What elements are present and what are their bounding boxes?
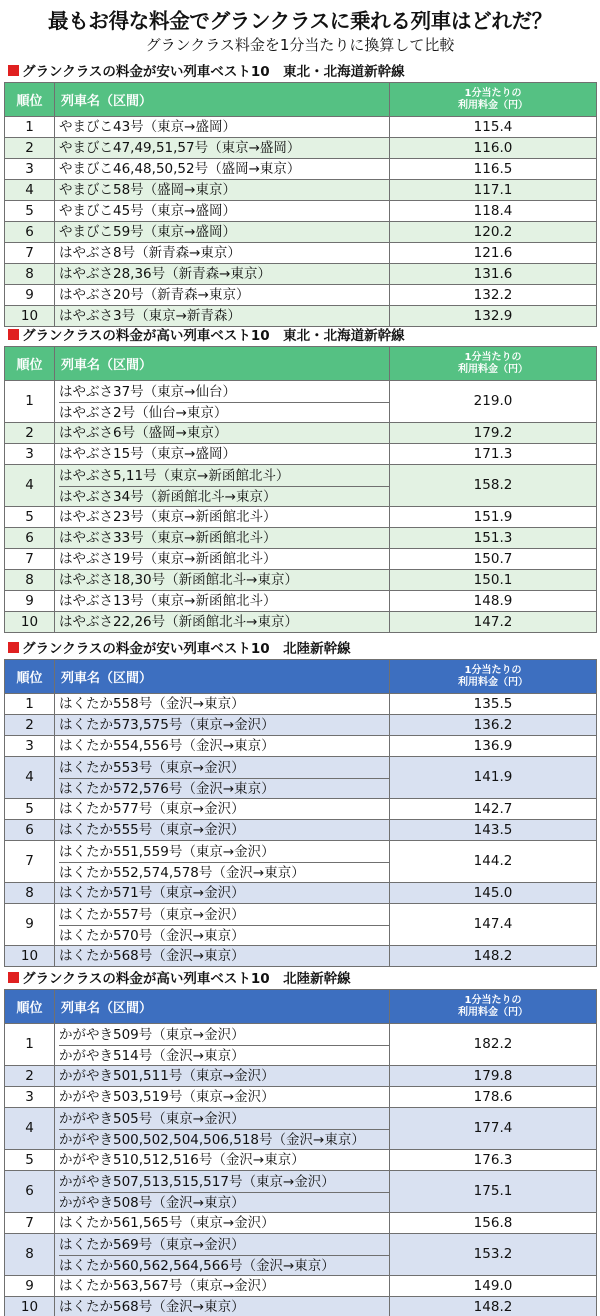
rank-cell: 7: [5, 243, 55, 264]
train-name: はくたか572,576号（金沢→東京）: [59, 778, 390, 798]
section-heading: [0, 58, 600, 82]
train-name-cell: [55, 736, 390, 757]
train-name-cell: [55, 507, 390, 528]
train-name-cell: [55, 1297, 390, 1316]
column-header-rank: 順位: [5, 990, 55, 1024]
section-cheapest-tohoku: [0, 58, 600, 327]
rank-cell: 2: [5, 138, 55, 159]
table-header-row: [5, 347, 597, 381]
table-row: [5, 1234, 597, 1276]
table-row: [5, 528, 597, 549]
train-name: やまびこ45号（東京→盛岡）: [59, 203, 236, 219]
column-header-name: 列車名（区間）: [55, 83, 390, 117]
fare-cell: 158.2: [390, 465, 597, 507]
train-name-cell: [55, 1024, 390, 1066]
rank-cell: 6: [5, 820, 55, 841]
section-priciest-tohoku: [0, 322, 600, 633]
table-body: [5, 381, 597, 633]
train-name: はくたか573,575号（東京→金沢）: [59, 717, 275, 733]
section-title: グランクラスの料金が高い列車ベスト10 北陸新幹線: [22, 971, 351, 987]
fare-cell: 179.8: [390, 1066, 597, 1087]
column-header-name: 列車名（区間）: [55, 990, 390, 1024]
train-name-cell: [55, 799, 390, 820]
rank-cell: 1: [5, 381, 55, 423]
rank-cell: 3: [5, 159, 55, 180]
train-name-cell: [55, 465, 390, 507]
train-name: はやぶさ23号（東京→新函館北斗）: [59, 509, 277, 525]
train-name: はくたか551,559号（東京→金沢）: [59, 843, 275, 860]
fare-cell: 142.7: [390, 799, 597, 820]
table-row: [5, 549, 597, 570]
table-row: [5, 570, 597, 591]
column-header-fare: [390, 990, 597, 1024]
rank-cell: 8: [5, 1234, 55, 1276]
rank-cell: 4: [5, 465, 55, 507]
table-row: [5, 904, 597, 946]
section-heading: [0, 635, 600, 659]
train-name: はやぶさ8号（新青森→東京）: [59, 245, 241, 261]
rank-cell: 4: [5, 180, 55, 201]
train-name: はやぶさ34号（新函館北斗→東京）: [59, 486, 390, 506]
table-row: [5, 612, 597, 633]
column-header-fare: [390, 660, 597, 694]
fare-cell: 178.6: [390, 1087, 597, 1108]
table-row: [5, 201, 597, 222]
fare-header-line1: 1分当たりの: [464, 87, 522, 99]
train-name-cell: [55, 222, 390, 243]
fare-cell: 120.2: [390, 222, 597, 243]
rank-cell: 2: [5, 715, 55, 736]
train-name: はくたか570号（金沢→東京）: [59, 925, 390, 945]
table-row: [5, 1108, 597, 1150]
fare-header-line1: 1分当たりの: [464, 351, 522, 363]
table-row: [5, 841, 597, 883]
train-name: やまびこ46,48,50,52号（盛岡→東京）: [59, 161, 301, 177]
train-name-cell: [55, 117, 390, 138]
train-name-cell: [55, 264, 390, 285]
fare-cell: 219.0: [390, 381, 597, 423]
rank-cell: 2: [5, 423, 55, 444]
rank-cell: 7: [5, 841, 55, 883]
fare-cell: 171.3: [390, 444, 597, 465]
table-row: [5, 264, 597, 285]
fare-cell: 147.2: [390, 612, 597, 633]
fare-cell: 136.9: [390, 736, 597, 757]
table-row: [5, 465, 597, 507]
page-subtitle: グランクラス料金を1分当たりに換算して比較: [145, 36, 455, 54]
train-name: かがやき510,512,516号（金沢→東京）: [59, 1152, 305, 1168]
fare-cell: 135.5: [390, 694, 597, 715]
table-row: [5, 820, 597, 841]
column-header-name: 列車名（区間）: [55, 347, 390, 381]
train-name: はくたか554,556号（金沢→東京）: [59, 738, 275, 754]
train-name: はやぶさ3号（東京→新青森）: [59, 308, 241, 324]
table-row: [5, 736, 597, 757]
table-row: [5, 117, 597, 138]
table-row: [5, 222, 597, 243]
table-row: [5, 1087, 597, 1108]
train-name: はくたか553号（東京→金沢）: [59, 759, 245, 776]
table-row: [5, 138, 597, 159]
red-square-icon: [8, 329, 19, 340]
fare-cell: 141.9: [390, 757, 597, 799]
fare-cell: 175.1: [390, 1171, 597, 1213]
train-name-cell: [55, 591, 390, 612]
fare-cell: 176.3: [390, 1150, 597, 1171]
train-name: はやぶさ2号（仙台→東京）: [59, 402, 390, 422]
fare-cell: 116.0: [390, 138, 597, 159]
train-name: はやぶさ37号（東京→仙台）: [59, 383, 236, 400]
table-row: [5, 1150, 597, 1171]
train-name: はくたか568号（金沢→東京）: [59, 1299, 245, 1315]
fare-cell: 151.3: [390, 528, 597, 549]
train-name: はくたか571号（東京→金沢）: [59, 885, 245, 901]
train-name: やまびこ58号（盛岡→東京）: [59, 182, 236, 198]
table-row: [5, 285, 597, 306]
rank-cell: 10: [5, 1297, 55, 1316]
red-square-icon: [8, 65, 19, 76]
table-row: [5, 946, 597, 967]
train-name-cell: [55, 1276, 390, 1297]
page-title: 最もお得な料金でグランクラスに乗れる列車はどれだ？: [48, 9, 552, 33]
rank-cell: 4: [5, 1108, 55, 1150]
column-header-rank: 順位: [5, 83, 55, 117]
section-title: グランクラスの料金が安い列車ベスト10 北陸新幹線: [22, 641, 351, 657]
train-name-cell: [55, 381, 390, 423]
fare-cell: 150.7: [390, 549, 597, 570]
rank-cell: 9: [5, 591, 55, 612]
table-body: [5, 694, 597, 967]
train-name: かがやき500,502,504,506,518号（金沢→東京）: [59, 1129, 390, 1149]
train-name-cell: [55, 1234, 390, 1276]
train-name-cell: [55, 1150, 390, 1171]
fare-cell: 115.4: [390, 117, 597, 138]
fare-cell: 132.2: [390, 285, 597, 306]
train-name-cell: [55, 757, 390, 799]
rank-cell: 5: [5, 799, 55, 820]
train-name-cell: [55, 423, 390, 444]
fare-cell: 136.2: [390, 715, 597, 736]
train-name: かがやき508号（金沢→東京）: [59, 1192, 390, 1212]
fare-cell: 149.0: [390, 1276, 597, 1297]
train-name-cell: [55, 883, 390, 904]
ranking-table: [4, 346, 597, 633]
train-name: はやぶさ6号（盛岡→東京）: [59, 425, 228, 441]
train-name: やまびこ43号（東京→盛岡）: [59, 119, 236, 135]
train-name-cell: [55, 946, 390, 967]
train-name-cell: [55, 715, 390, 736]
fare-cell: 143.5: [390, 820, 597, 841]
section-title: グランクラスの料金が安い列車ベスト10 東北・北海道新幹線: [22, 64, 405, 80]
table-row: [5, 1066, 597, 1087]
train-name-cell: [55, 201, 390, 222]
fare-cell: 117.1: [390, 180, 597, 201]
train-name-cell: [55, 159, 390, 180]
table-row: [5, 1213, 597, 1234]
rank-cell: 4: [5, 757, 55, 799]
rank-cell: 6: [5, 1171, 55, 1213]
train-name-cell: [55, 180, 390, 201]
train-name: かがやき507,513,515,517号（東京→金沢）: [59, 1173, 335, 1190]
fare-cell: 179.2: [390, 423, 597, 444]
train-name-cell: [55, 549, 390, 570]
rank-cell: 6: [5, 528, 55, 549]
train-name-cell: [55, 444, 390, 465]
train-name-cell: [55, 904, 390, 946]
train-name: はくたか557号（東京→金沢）: [59, 906, 245, 923]
train-name-cell: [55, 243, 390, 264]
table-row: [5, 423, 597, 444]
fare-header-line2: 利用料金（円）: [458, 1006, 528, 1018]
train-name: はくたか577号（東京→金沢）: [59, 801, 245, 817]
fare-cell: 145.0: [390, 883, 597, 904]
column-header-fare: [390, 83, 597, 117]
table-row: [5, 1171, 597, 1213]
rank-cell: 9: [5, 285, 55, 306]
fare-cell: 148.9: [390, 591, 597, 612]
column-header-fare: [390, 347, 597, 381]
train-name: はやぶさ33号（東京→新函館北斗）: [59, 530, 277, 546]
section-priciest-hokuriku: [0, 965, 600, 1316]
section-heading: [0, 322, 600, 346]
fare-cell: 116.5: [390, 159, 597, 180]
fare-cell: 153.2: [390, 1234, 597, 1276]
table-row: [5, 715, 597, 736]
train-name-cell: [55, 528, 390, 549]
table-row: [5, 1276, 597, 1297]
ranking-table: [4, 989, 597, 1316]
ranking-table: [4, 82, 597, 327]
train-name: はやぶさ20号（新青森→東京）: [59, 287, 250, 303]
train-name: はくたか563,567号（東京→金沢）: [59, 1278, 275, 1294]
rank-cell: 7: [5, 1213, 55, 1234]
train-name: かがやき505号（東京→金沢）: [59, 1110, 245, 1127]
table-row: [5, 381, 597, 423]
train-name: かがやき501,511号（東京→金沢）: [59, 1068, 275, 1084]
table-header-row: [5, 990, 597, 1024]
red-square-icon: [8, 642, 19, 653]
rank-cell: 6: [5, 222, 55, 243]
rank-cell: 1: [5, 694, 55, 715]
train-name: はくたか560,562,564,566号（金沢→東京）: [59, 1255, 390, 1275]
rank-cell: 9: [5, 904, 55, 946]
train-name-cell: [55, 841, 390, 883]
fare-cell: 148.2: [390, 946, 597, 967]
train-name: はくたか558号（金沢→東京）: [59, 696, 245, 712]
table-row: [5, 444, 597, 465]
table-row: [5, 591, 597, 612]
fare-cell: 121.6: [390, 243, 597, 264]
rank-cell: 7: [5, 549, 55, 570]
train-name-cell: [55, 1087, 390, 1108]
fare-cell: 148.2: [390, 1297, 597, 1316]
fare-cell: 177.4: [390, 1108, 597, 1150]
column-header-name: 列車名（区間）: [55, 660, 390, 694]
fare-header-line2: 利用料金（円）: [458, 99, 528, 111]
fare-cell: 156.8: [390, 1213, 597, 1234]
train-name: はやぶさ22,26号（新函館北斗→東京）: [59, 614, 298, 630]
rank-cell: 8: [5, 264, 55, 285]
train-name-cell: [55, 1108, 390, 1150]
rank-cell: 1: [5, 117, 55, 138]
train-name: かがやき514号（金沢→東京）: [59, 1045, 390, 1065]
train-name: はくたか568号（金沢→東京）: [59, 948, 245, 964]
fare-header-line1: 1分当たりの: [464, 994, 522, 1006]
column-header-rank: 順位: [5, 660, 55, 694]
column-header-rank: 順位: [5, 347, 55, 381]
table-row: [5, 243, 597, 264]
train-name: やまびこ47,49,51,57号（東京→盛岡）: [59, 140, 301, 156]
table-row: [5, 1297, 597, 1316]
train-name: はやぶさ28,36号（新青森→東京）: [59, 266, 271, 282]
table-header-row: [5, 83, 597, 117]
section-cheapest-hokuriku: [0, 635, 600, 967]
table-row: [5, 159, 597, 180]
train-name: はやぶさ5,11号（東京→新函館北斗）: [59, 467, 290, 484]
fare-cell: 147.4: [390, 904, 597, 946]
ranking-table: [4, 659, 597, 967]
fare-cell: 118.4: [390, 201, 597, 222]
table-row: [5, 757, 597, 799]
fare-header-line1: 1分当たりの: [464, 664, 522, 676]
train-name-cell: [55, 694, 390, 715]
train-name: はやぶさ18,30号（新函館北斗→東京）: [59, 572, 298, 588]
section-heading: [0, 965, 600, 989]
train-name-cell: [55, 285, 390, 306]
table-row: [5, 507, 597, 528]
fare-cell: 151.9: [390, 507, 597, 528]
table-row: [5, 799, 597, 820]
train-name: かがやき503,519号（東京→金沢）: [59, 1089, 275, 1105]
rank-cell: 3: [5, 736, 55, 757]
table-body: [5, 1024, 597, 1316]
table-row: [5, 694, 597, 715]
fare-header-line2: 利用料金（円）: [458, 676, 528, 688]
rank-cell: 3: [5, 1087, 55, 1108]
rank-cell: 5: [5, 507, 55, 528]
train-name: はくたか552,574,578号（金沢→東京）: [59, 862, 390, 882]
table-row: [5, 1024, 597, 1066]
rank-cell: 3: [5, 444, 55, 465]
rank-cell: 10: [5, 946, 55, 967]
train-name: はくたか561,565号（東京→金沢）: [59, 1215, 275, 1231]
table-row: [5, 883, 597, 904]
train-name-cell: [55, 820, 390, 841]
rank-cell: 5: [5, 201, 55, 222]
red-square-icon: [8, 972, 19, 983]
rank-cell: 10: [5, 612, 55, 633]
train-name-cell: [55, 138, 390, 159]
train-name: はくたか555号（東京→金沢）: [59, 822, 245, 838]
train-name: はやぶさ19号（東京→新函館北斗）: [59, 551, 277, 567]
rank-cell: 10: [5, 306, 55, 327]
fare-cell: 150.1: [390, 570, 597, 591]
rank-cell: 1: [5, 1024, 55, 1066]
table-header-row: [5, 660, 597, 694]
section-title: グランクラスの料金が高い列車ベスト10 東北・北海道新幹線: [22, 328, 405, 344]
fare-cell: 144.2: [390, 841, 597, 883]
train-name-cell: [55, 1066, 390, 1087]
train-name-cell: [55, 1171, 390, 1213]
train-name-cell: [55, 612, 390, 633]
fare-cell: 131.6: [390, 264, 597, 285]
rank-cell: 8: [5, 570, 55, 591]
train-name: かがやき509号（東京→金沢）: [59, 1026, 245, 1043]
train-name: はやぶさ13号（東京→新函館北斗）: [59, 593, 277, 609]
rank-cell: 8: [5, 883, 55, 904]
table-body: [5, 117, 597, 327]
train-name: はやぶさ15号（東京→盛岡）: [59, 446, 236, 462]
train-name-cell: [55, 570, 390, 591]
fare-header-line2: 利用料金（円）: [458, 363, 528, 375]
train-name-cell: [55, 1213, 390, 1234]
train-name: はくたか569号（東京→金沢）: [59, 1236, 245, 1253]
rank-cell: 5: [5, 1150, 55, 1171]
rank-cell: 2: [5, 1066, 55, 1087]
fare-cell: 132.9: [390, 306, 597, 327]
train-name: やまびこ59号（東京→盛岡）: [59, 224, 236, 240]
fare-cell: 182.2: [390, 1024, 597, 1066]
rank-cell: 9: [5, 1276, 55, 1297]
table-row: [5, 180, 597, 201]
